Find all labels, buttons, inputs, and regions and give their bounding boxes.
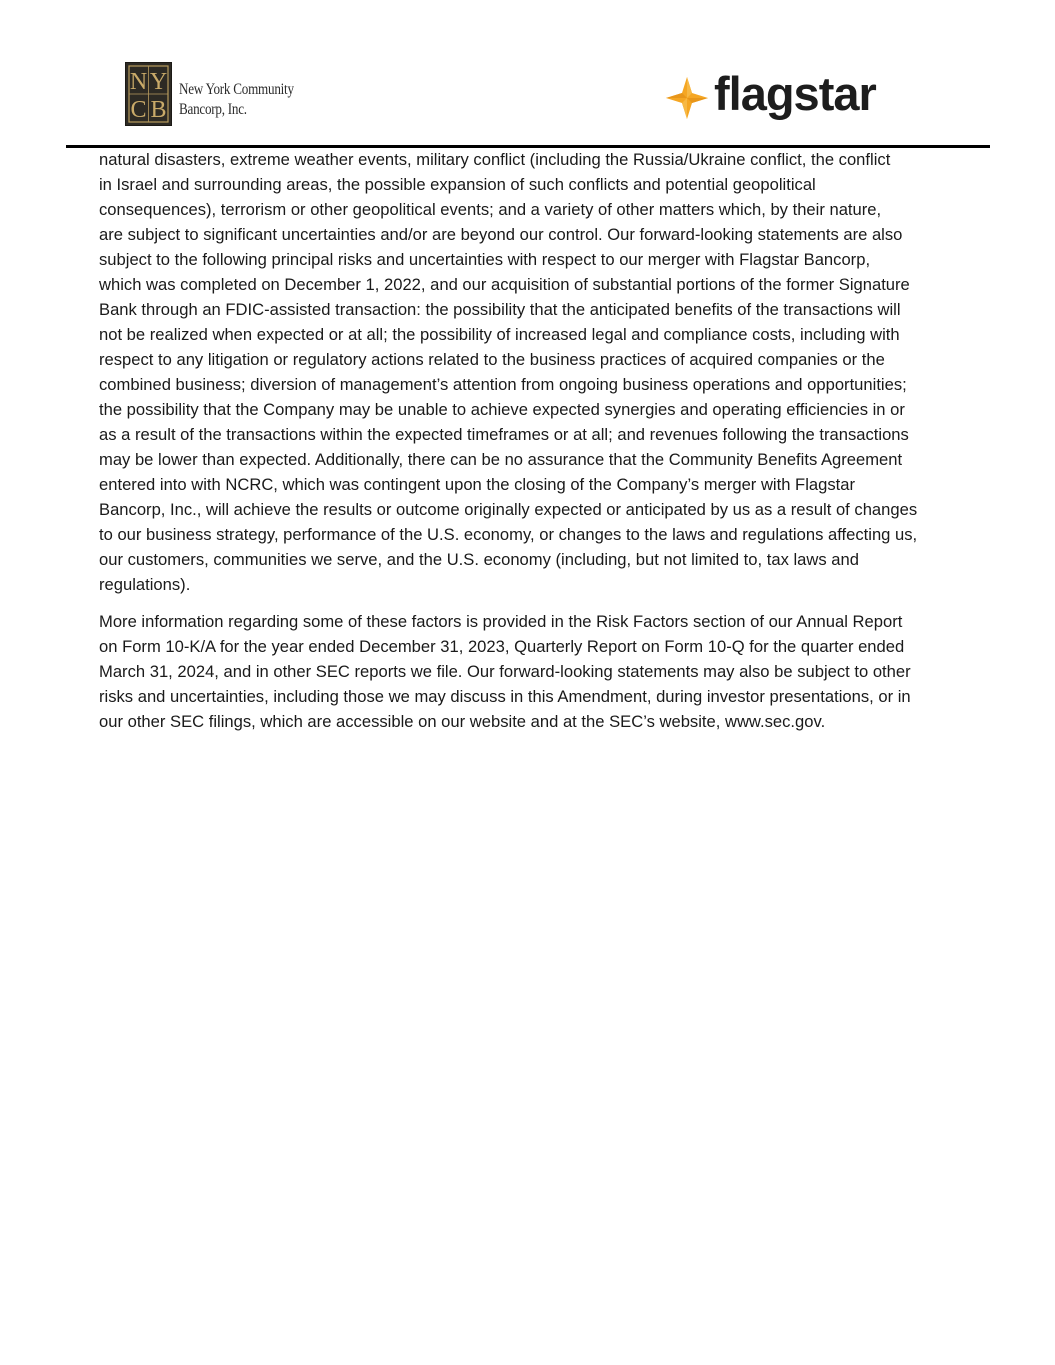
text-line: risks and uncertainties, including those we may discuss in this Amendment, during investor presentations, or in [99, 687, 911, 706]
page-header [0, 0, 1055, 150]
monogram-b: B [150, 97, 167, 123]
ncb-wordmark-line1: New York Community [179, 81, 294, 98]
text-line: the possibility that the Company may be unable to achieve expected synergies and operating efficiencies in or [99, 400, 905, 419]
monogram-y: Y [149, 69, 168, 95]
text-line: not be realized when expected or at all; the possibility of increased legal and compliance costs, including with [99, 325, 900, 344]
flagstar-star-icon [666, 77, 708, 119]
monogram-n: N [129, 69, 148, 95]
text-line: are subject to significant uncertainties and/or are beyond our control. Our forward-looking statements are also [99, 225, 903, 244]
text-line: which was completed on December 1, 2022, and our acquisition of substantial portions of the former Signature [99, 275, 910, 294]
text-line: natural disasters, extreme weather events, military conflict (including the Russia/Ukraine conflict, the conflict [99, 150, 891, 169]
text-line: Bank through an FDIC-assisted transaction: the possibility that the anticipated benefits of the transactions will [99, 300, 901, 319]
flagstar-logo [666, 67, 896, 130]
paragraph-risk-factors [99, 147, 969, 597]
text-line: Bancorp, Inc., will achieve the results or outcome originally expected or anticipated by us as a result of changes [99, 500, 918, 519]
text-line: regulations). [99, 575, 191, 594]
ncb-logo [125, 62, 315, 128]
text-line: combined business; diversion of management’s attention from ongoing business operations and opportunities; [99, 375, 907, 394]
monogram-c: C [130, 97, 147, 123]
ncb-wordmark [179, 80, 319, 120]
text-line: consequences), terrorism or other geopolitical events; and a variety of other matters which, by their nature, [99, 200, 882, 219]
text-line: to our business strategy, performance of the U.S. economy, or changes to the laws and regulations affecting us, [99, 525, 918, 544]
text-line: as a result of the transactions within the expected timeframes or at all; and revenues following the transactions [99, 425, 909, 444]
flagstar-wordmark: flagstar [714, 67, 876, 120]
document-body [99, 147, 969, 746]
text-line: entered into with NCRC, which was contingent upon the closing of the Company’s merger with Flagstar [99, 475, 856, 494]
text-line: on Form 10-K/A for the year ended December 31, 2023, Quarterly Report on Form 10-Q for the quarter ended [99, 637, 905, 656]
text-line: may be lower than expected. Additionally, there can be no assurance that the Community Benefits Agreement [99, 450, 903, 469]
text-line: our customers, communities we serve, and the U.S. economy (including, but not limited to, tax laws and [99, 550, 859, 569]
text-line: More information regarding some of these factors is provided in the Risk Factors section of our Annual Report [99, 612, 903, 631]
ncb-wordmark-line2: Bancorp, Inc. [179, 101, 247, 118]
text-line: respect to any litigation or regulatory actions related to the business practices of acquired companies or the [99, 350, 885, 369]
text-line: in Israel and surrounding areas, the possible expansion of such conflicts and potential geopolitical [99, 175, 816, 194]
text-line: March 31, 2024, and in other SEC reports we file. Our forward-looking statements may also be subject to other [99, 662, 911, 681]
paragraph-more-information [99, 609, 969, 734]
text-line: subject to the following principal risks and uncertainties with respect to our merger with Flagstar Bancorp, [99, 250, 871, 269]
text-line: our other SEC filings, which are accessible on our website and at the SEC’s website, www.sec.gov. [99, 712, 826, 731]
ncb-monogram-icon [125, 62, 172, 126]
